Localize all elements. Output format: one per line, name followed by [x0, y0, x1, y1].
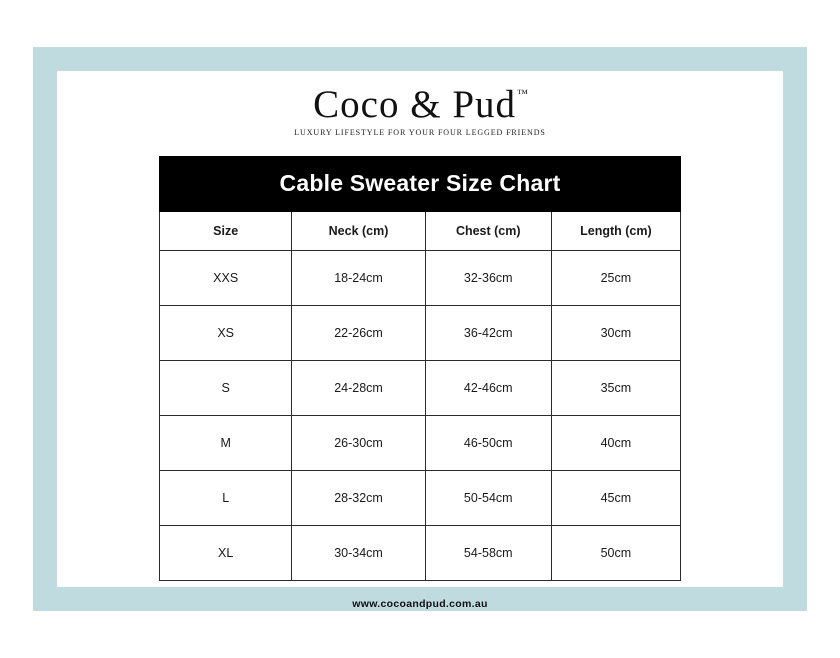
- column-header-row: [160, 212, 681, 251]
- size-chart-table-wrapper: [159, 156, 681, 581]
- column-header-size: Size: [160, 212, 292, 251]
- column-header-length: Length (cm): [551, 212, 680, 251]
- cell-neck: 22-26cm: [292, 306, 425, 361]
- cell-chest: 36-42cm: [425, 306, 551, 361]
- brand-logo: [294, 85, 545, 124]
- cell-chest: 32-36cm: [425, 251, 551, 306]
- brand-name: Coco & Pud: [313, 83, 517, 126]
- table-row: [160, 251, 681, 306]
- card-content: [57, 71, 783, 610]
- cell-length: 45cm: [551, 471, 680, 526]
- website-url[interactable]: www.cocoandpud.com.au: [352, 598, 488, 610]
- cell-length: 25cm: [551, 251, 680, 306]
- size-chart-table: [159, 156, 681, 581]
- cell-chest: 46-50cm: [425, 416, 551, 471]
- cell-length: 50cm: [551, 526, 680, 581]
- table-row: [160, 416, 681, 471]
- cell-chest: 54-58cm: [425, 526, 551, 581]
- chart-title-row: [160, 157, 681, 212]
- cell-neck: 18-24cm: [292, 251, 425, 306]
- cell-length: 40cm: [551, 416, 680, 471]
- cell-size: XS: [160, 306, 292, 361]
- trademark-symbol: ™: [517, 87, 528, 100]
- cell-size: XL: [160, 526, 292, 581]
- chart-title: Cable Sweater Size Chart: [160, 157, 681, 212]
- decorative-border-frame: [33, 47, 807, 611]
- column-header-neck: Neck (cm): [292, 212, 425, 251]
- table-row: [160, 526, 681, 581]
- brand-tagline: LUXURY LIFESTYLE FOR YOUR FOUR LEGGED FRIENDS: [294, 128, 546, 137]
- brand-header: [294, 85, 545, 137]
- cell-length: 35cm: [551, 361, 680, 416]
- table-row: [160, 306, 681, 361]
- cell-size: XXS: [160, 251, 292, 306]
- cell-size: M: [160, 416, 292, 471]
- card-surface: [57, 71, 783, 610]
- table-row: [160, 471, 681, 526]
- cell-neck: 30-34cm: [292, 526, 425, 581]
- cell-neck: 26-30cm: [292, 416, 425, 471]
- cell-chest: 50-54cm: [425, 471, 551, 526]
- cell-length: 30cm: [551, 306, 680, 361]
- column-header-chest: Chest (cm): [425, 212, 551, 251]
- cell-chest: 42-46cm: [425, 361, 551, 416]
- cell-neck: 24-28cm: [292, 361, 425, 416]
- cell-size: L: [160, 471, 292, 526]
- cell-neck: 28-32cm: [292, 471, 425, 526]
- cell-size: S: [160, 361, 292, 416]
- table-row: [160, 361, 681, 416]
